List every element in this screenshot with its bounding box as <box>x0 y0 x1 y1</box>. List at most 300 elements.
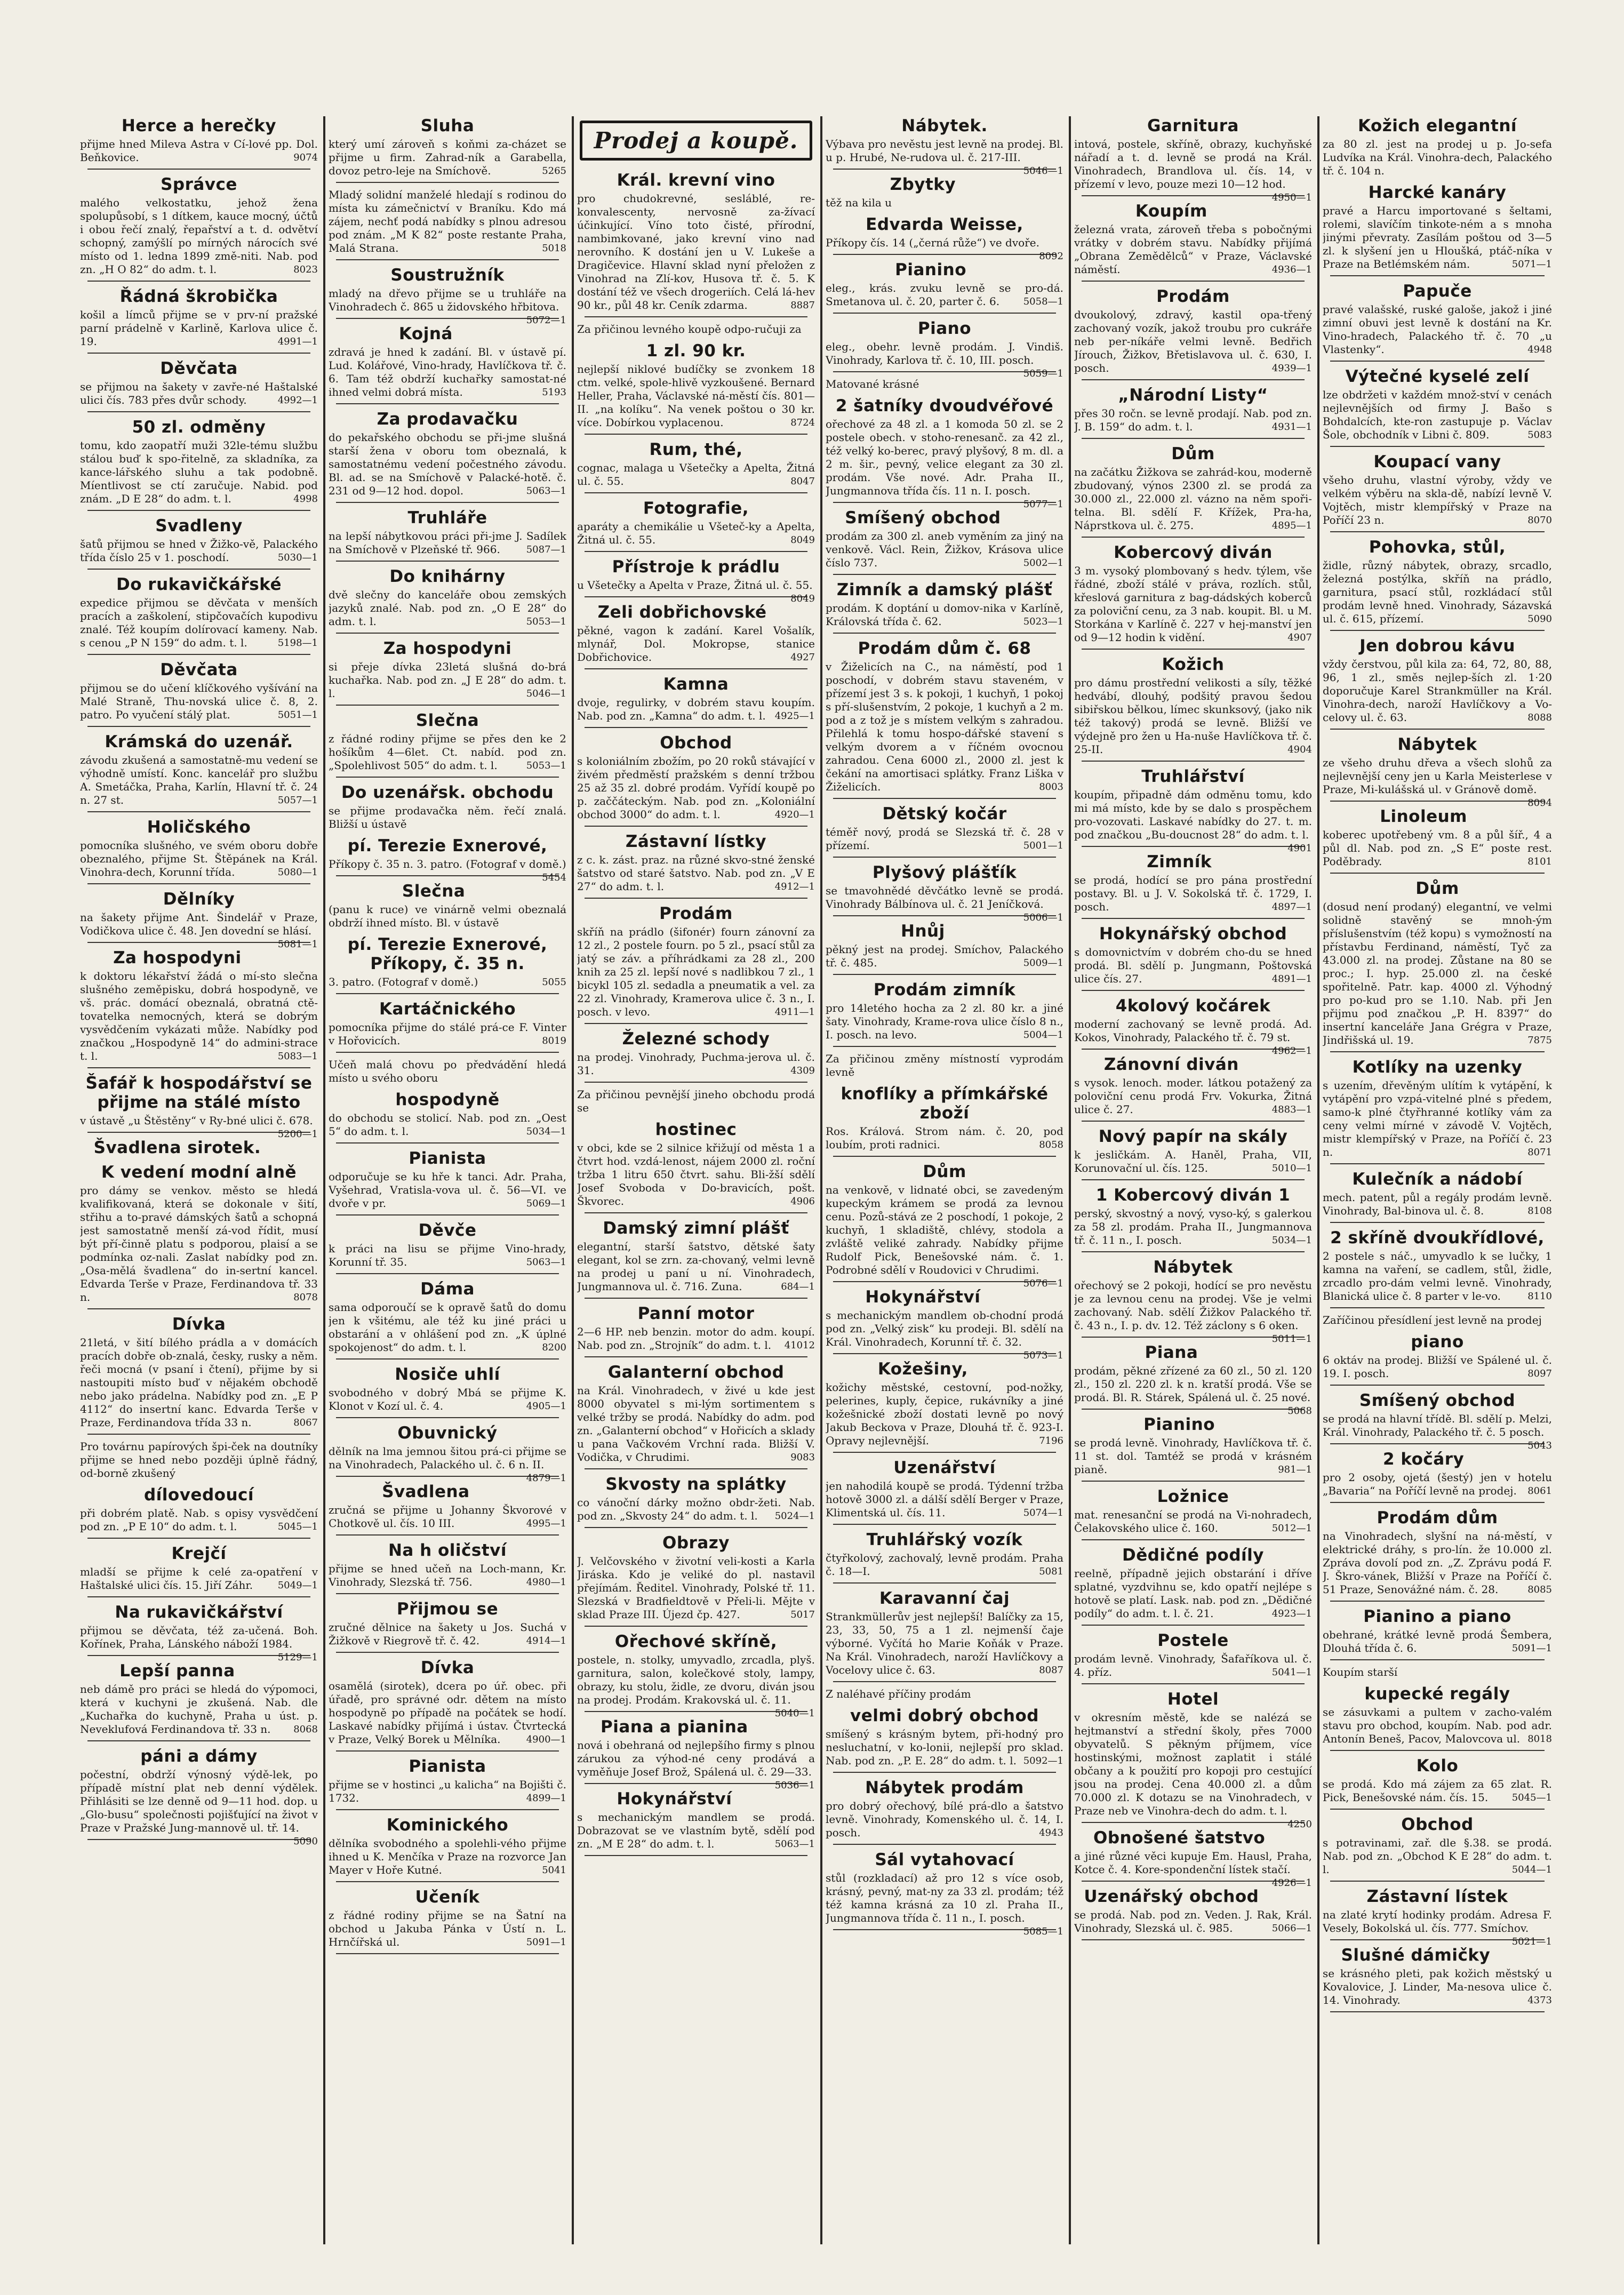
ad-heading: Slečna <box>415 711 479 730</box>
classified-ad <box>577 1304 815 1357</box>
ad-body <box>80 138 318 164</box>
ad-text: závodu zkušená a samostatně-mu vedení se výhodně umístí. Konc. kancelář pro službu A. Smetáčka, Praha, Karlín, Hlavní tř. č. 24 n. 27 st. <box>80 754 318 806</box>
ad-body <box>826 884 1063 923</box>
classified-ad <box>577 171 815 317</box>
classified-ad <box>577 1088 815 1115</box>
ad-text: u Všetečky a Apelta v Praze, Žitná ul. č. 55. <box>577 579 813 591</box>
ad-text: nejlepší niklové budíčky se zvonkem 18 ctm. velké, spole-hlivě vyzkoušené. Bernard Heller, Praha, Václavské ná-městí čís. 801—II. „na kolíku“. Na venek poštou o 30 kr. více. Dobírkou vyplacenou. <box>577 363 815 429</box>
ad-text: obehrané, krátké levně prodá Šembera, Dlouhá třída č. 6. <box>1323 1628 1552 1654</box>
ad-text: Příkopy č. 35 n. 3. patro. (Fotograf v domě.) <box>329 858 566 870</box>
classified-ad <box>577 1632 815 1719</box>
ad-text: pomocníka slušného, ve svém oboru dobře obeznalého, přijme St. Štěpánek na Král. Vinohra-dech, Korunní třída. <box>80 839 318 878</box>
ad-code: 5085—1 <box>1023 1926 1063 1937</box>
ad-code: 8097 <box>1527 1368 1552 1379</box>
ad-heading: Prodám zimník <box>873 980 1016 999</box>
ad-heading: Zimník a damský plášť <box>836 580 1053 599</box>
ad-text: se přijmou na šakety v zavře-né Haštalské ulici čís. 783 přes dvůr schody. <box>80 380 318 406</box>
ad-body <box>1323 1778 1552 1804</box>
ad-body <box>577 1811 815 1851</box>
ad-text: malého velkostatku, jehož žena spolupůsobí, s 1 dítkem, kauce mocný, účtů i obou řečí znalý, řepařství a t. d. odvětví schopný, zamýšlí po mírných nárocích své místo od 1. ledna 1899 změ-niti. Nab. pod zn. „H O 82“ do adm. t. l. <box>80 196 318 276</box>
ad-code: 5041 <box>542 1865 566 1876</box>
classified-ad <box>329 1149 566 1216</box>
ad-heading: Zeli dobřichovské <box>597 603 767 622</box>
classified-ad <box>1074 655 1312 762</box>
ad-heading: Smíšený obchod <box>1359 1391 1516 1410</box>
classified-ad <box>1074 1690 1312 1830</box>
ad-body <box>826 943 1063 970</box>
ad-text: nová i obehraná od nejlepšího firmy s plnou zárukou za výhod-né ceny prodává a vyměňuje Josef Brož, Spálená ul. č. 29—33. <box>577 1739 815 1778</box>
ad-text: dělníka svobodného a spolehli-vého přijme ihned u K. Menčíka v Praze na rozvorce Jan Mayer v Hoře Kutné. <box>329 1837 566 1876</box>
ad-code: 5004—1 <box>1023 1029 1063 1041</box>
ad-body <box>826 236 1063 262</box>
ad-heading: Uzenářský obchod <box>1084 1887 1259 1906</box>
ad-code: 5068 <box>1287 1405 1312 1417</box>
ad-heading: Kartáčnického <box>379 999 516 1019</box>
classified-ad <box>80 1544 318 1597</box>
ad-heading: pí. Terezie Exnerové, <box>347 836 548 855</box>
ad-body <box>1074 407 1312 434</box>
ad-text: přijme se hned učeň na Loch-mann, Kr. Vinohrady, Slezská tř. 756. <box>329 1562 566 1588</box>
ad-body <box>826 660 1063 794</box>
ad-code: 4883—1 <box>1271 1104 1312 1115</box>
classified-ad <box>80 1485 318 1539</box>
ad-heading: Piano <box>917 319 972 338</box>
ad-text: 21letá, v šití bílého prádla a v domácích pracích dobře ob-znalá, česky, rusky a něm. řeči mocná (v psaní i čtení), přijme by si nastoupiti místo buď v nějakém obchodě nebo jako prádelna. Nabídky pod zn. „E P 4112“ do insertní kanc. Edvarda Terše v Praze, Ferdinandova třída 33 n. <box>80 1336 318 1429</box>
classified-ad <box>577 1029 815 1083</box>
ad-code: 4899—1 <box>526 1793 566 1804</box>
ad-heading: Piana <box>1145 1343 1198 1362</box>
classified-ad <box>329 1090 566 1143</box>
ad-heading: Harcké kanáry <box>1368 183 1507 202</box>
ad-body <box>329 1909 566 1949</box>
ad-text: do pekařského obchodu se při-jme slušná starší žena v oboru tom obeznalá, k samostatnému vedení počestného závodu. Bl. ad. se na Smíchově v Palacké-hotě. č. 231 od 9—12 hod. dopol. <box>329 431 566 497</box>
ad-text: Zaříčinou přesídlení jest levně na prodej <box>1323 1314 1542 1326</box>
ad-code: 41012 <box>784 1340 815 1351</box>
ad-body <box>577 1653 815 1719</box>
ad-separator <box>336 1273 559 1274</box>
ad-heading: Obchod <box>660 733 732 753</box>
classified-ad <box>1074 386 1312 439</box>
classified-ad <box>1074 1186 1312 1252</box>
ad-text: moderní zachovaný se levně prodá. Ad. Kokos, Vinohrady, Palackého tř. č. 79 st. <box>1074 1018 1312 1044</box>
classified-ad <box>1323 1666 1552 1679</box>
ad-code: 5055 <box>542 977 566 988</box>
ad-body <box>329 732 566 772</box>
ad-heading: Děvčata <box>160 359 238 378</box>
ad-separator <box>1330 1809 1545 1810</box>
classified-ad <box>826 1778 1063 1845</box>
classified-ad <box>329 882 566 930</box>
ad-code: 4927 <box>790 652 815 663</box>
ad-separator <box>1082 918 1305 919</box>
ad-text: na zlaté krytí hodinky prodám. Adresa F. Vesely, Bokolská ul. čís. 777. Smíchov. <box>1323 1908 1552 1934</box>
ad-text: z řádné rodiny přijme se přes den ke 2 hošíkům 4—6let. Ct. nabíd. pod zn. „Spolehlivost 505“ do adm. t. l. <box>329 732 566 772</box>
ad-body <box>577 1384 815 1464</box>
ad-code: 5090 <box>293 1836 318 1847</box>
ad-heading: Kožich <box>1162 655 1225 674</box>
ad-separator <box>336 1358 559 1360</box>
ad-separator <box>585 727 807 728</box>
ad-separator <box>87 1596 310 1597</box>
ad-heading: Postele <box>1157 1631 1229 1650</box>
ad-heading: Nábytek. <box>901 116 988 135</box>
classified-ad <box>80 575 318 655</box>
ad-code: 5002—1 <box>1023 557 1063 569</box>
ad-code: 7196 <box>1039 1435 1063 1446</box>
classified-ad <box>80 359 318 412</box>
ad-heading: Král. krevní vino <box>617 171 775 190</box>
ad-body <box>1074 466 1312 532</box>
ad-text: s mechanickým mandlem se prodá. Dobrazovat se ve vlastním bytě, sdělí pod zn. „M E 28“ do adm. t. l. <box>577 1811 815 1850</box>
ad-text: přijme hned Mileva Astra v Cí-lové pp. Dol. Beňkovice. <box>80 138 318 164</box>
ad-text: za 80 zl. jest na prodej u p. Jo-sefa Ludvíka na Král. Vinohra-dech, Palackého tř. č. 104 n. <box>1323 138 1552 177</box>
ad-heading: Lepší panna <box>119 1661 235 1681</box>
ad-separator <box>336 633 559 634</box>
ad-separator <box>585 1626 807 1627</box>
ad-text: počestní, obdrží výnosný výdě-lek, po případě místní plat neb denní výdělek. Přihlásiti se lze denně od 9—11 hod. dop. u „Glo-busu“ společnosti pojišťující na život v Praze v Pražské Jung-mannově ul. tř. 14. <box>80 1768 318 1834</box>
classified-ad <box>329 266 566 326</box>
ad-code: 5073—1 <box>1023 1350 1063 1361</box>
ad-text: mech. patent, půl a regály prodám levně. Vinohrady, Bal-binova ul. č. 8. <box>1323 1191 1552 1217</box>
ad-code: 5092—1 <box>1023 1755 1063 1766</box>
ad-body <box>329 1301 566 1354</box>
ad-code: 5059—1 <box>1023 368 1063 379</box>
ad-body <box>329 903 566 930</box>
ad-body <box>1074 1850 1312 1889</box>
ad-heading: 2 skříně dvoukřídlové, <box>1330 1228 1545 1248</box>
ad-heading: Sál vytahovací <box>875 1850 1014 1869</box>
classified-ad <box>329 836 566 883</box>
ad-text: odporučuje se ku hře k tanci. Adr. Praha, Vyšehrad, Vratisla-vova ul. č. 56—VI. ve dvoře v pr. <box>329 1170 566 1210</box>
classified-ad <box>577 1120 815 1213</box>
ad-heading: Kominického <box>386 1816 509 1835</box>
ad-text: do obchodu se stolicí. Nab. pod zn. „Oest 5“ do adm. t. l. <box>329 1111 566 1138</box>
ad-body <box>1323 1354 1552 1380</box>
ad-heading: Truhlářství <box>1141 767 1245 786</box>
ad-separator <box>87 411 310 412</box>
ad-code: 4911—1 <box>774 1006 815 1018</box>
ad-text: prodám, pěkné zřízené za 60 zl., 50 zl. 120 zl., 150 zl. 220 zl. k n. kratší prodá. Vše se prodá. Bl. R. Stárek, Spálená ul. č. 25 nové. <box>1074 1364 1312 1404</box>
ad-text: 3 m. vysoký plombovaný s hedv. týlem, vše řádné, zboží stálé v práva, rozlích. stůl, křeslová garnitura z bag-dádských koberců za poloviční cenu, za 3 nab. koupit. Bl. u M. Storkána v Karlíně č. 227 v hej-manství jen od 9—12 hodin k vidění. <box>1074 564 1312 644</box>
ad-text: pro 2 osoby, ojetá (šestý) jen v hotelu „Bavaria“ na Poříčí levně na prodej. <box>1323 1471 1552 1497</box>
ad-body <box>329 975 566 989</box>
ad-separator <box>336 1142 559 1143</box>
ad-body <box>1323 756 1552 809</box>
ad-heading: Karavanní čaj <box>879 1589 1010 1608</box>
ad-code: 4907 <box>1287 632 1312 643</box>
classified-ad <box>80 175 318 282</box>
ad-code: 4925—1 <box>774 710 815 722</box>
classified-ad <box>329 935 566 994</box>
classified-ad <box>329 1888 566 1954</box>
ad-text: zdravá je hned k zadání. Bl. v ústavě pí. Lud. Kolářové, Vino-hrady, Havlíčkova tř. č. 6. Tam též obdrží kuchařky samostat-né ihned velmi dobrá místa. <box>329 346 566 398</box>
ad-separator <box>585 492 807 493</box>
ad-heading: Prodám <box>1156 287 1230 306</box>
ad-body <box>80 439 318 506</box>
ad-separator <box>1082 1179 1305 1180</box>
ad-text: dvoje, regulirky, v dobrém stavu koupím. Nab. pod zn. „Kamna“ do adm. t. l. <box>577 696 815 722</box>
ad-code: 8085 <box>1527 1584 1552 1595</box>
ad-body <box>826 1552 1063 1578</box>
ad-code: 5009—1 <box>1023 957 1063 969</box>
column-rule <box>820 116 822 2244</box>
ad-text: ze všeho druhu dřeva a všech slohů za nejlevnější ceny jen u Karla Meisterlese v Praze, Mi-kulášská ul. v Gránově domě. <box>1323 756 1552 796</box>
ad-body <box>80 1624 318 1663</box>
ad-heading: Slušné dámičky <box>1341 1946 1491 1965</box>
ad-separator <box>833 857 1056 858</box>
classified-ad <box>826 1530 1063 1584</box>
ad-heading: Do knihárny <box>389 567 506 586</box>
ad-separator <box>1082 1683 1305 1684</box>
ad-body <box>1074 1567 1312 1620</box>
ad-heading: Pianino <box>895 260 966 279</box>
ad-text: 3. patro. (Fotograf v domě.) <box>329 975 478 988</box>
ad-text: téměř nový, prodá se Slezská tř. č. 28 v přízemí. <box>826 826 1063 852</box>
ad-code: 4900—1 <box>526 1734 566 1745</box>
ad-heading: Kožich elegantní <box>1357 116 1517 135</box>
ad-heading: Prodám <box>659 904 733 923</box>
ad-heading: Zbytky <box>890 175 956 194</box>
ad-code: 5045—1 <box>1511 1792 1552 1803</box>
ad-text: tomu, kdo zaopatří muži 32le-tému službu stálou buď k spo-řitelně, za skladníka, za kance-lářského sluhu a tak podobně. Míentlivost se ctí zaručuje. Nabid. pod znám. „D E 28“ do adm. t. l. <box>80 439 318 505</box>
ad-code: 8724 <box>790 417 815 428</box>
ad-code: 9083 <box>790 1452 815 1463</box>
ad-separator <box>1082 379 1305 380</box>
ad-body <box>577 1240 815 1293</box>
ad-separator <box>1082 1939 1305 1940</box>
ad-text: Za přičinou změny místností vyprodám levně <box>826 1052 1063 1078</box>
ad-code: 5058—1 <box>1023 296 1063 307</box>
classified-ad <box>80 1163 318 1309</box>
ad-code: 8058 <box>1039 1139 1063 1150</box>
ad-text: přijmou se děvčata, též za-učená. Boh. Kořínek, Praha, Lánského náboží 1984. <box>80 1624 318 1650</box>
ad-code: 4936—1 <box>1271 264 1312 275</box>
ad-code: 4373 <box>1527 1995 1552 2006</box>
ad-code: 5006—1 <box>1023 912 1063 923</box>
ad-body <box>1074 1364 1312 1417</box>
classified-ad <box>80 1074 318 1140</box>
ad-body <box>826 826 1063 852</box>
ad-body <box>826 196 1063 210</box>
ad-text: na Vinohradech, slyšní na ná-městí, v elektrické dráhy, s pro-lín. že 10.000 zl. Zpráva dovolí pod zn. „Z. Zprávu podá F. J. Škro-vánek, Bližší v Praze na Poříčí č. 51 Praze, Senovážné nám. č. 28. <box>1323 1530 1552 1596</box>
classified-ad <box>826 1706 1063 1773</box>
ad-heading: 50 zl. odměny <box>132 418 266 437</box>
ad-separator <box>87 510 310 511</box>
ad-body <box>329 1837 566 1877</box>
ad-separator <box>833 633 1056 634</box>
ad-separator <box>585 898 807 899</box>
ad-code: 4250 <box>1287 1819 1312 1830</box>
ad-heading: Koupací vany <box>1373 452 1501 471</box>
ad-code: 5044—1 <box>1511 1864 1552 1875</box>
classified-ad <box>1323 1684 1552 1751</box>
ad-code: 4943 <box>1039 1827 1063 1838</box>
ad-text: stůl (rozkladací) až pro 12 s více osob, krásný, pevný, mat-ny za 33 zl. prodám; též též kamna krásná za 10 zl. Praha II., Jungmannova třída č. 11 n., I. posch. <box>826 1872 1063 1924</box>
ad-separator <box>87 1434 310 1435</box>
ad-body <box>80 754 318 807</box>
ad-code: 4904 <box>1287 744 1312 755</box>
ad-code: 4906 <box>790 1196 815 1207</box>
ad-heading: Za hospodyni <box>113 948 242 967</box>
classified-ad <box>1323 735 1552 809</box>
ad-separator <box>833 1156 1056 1157</box>
ad-body <box>826 602 1063 628</box>
ad-code: 8003 <box>1039 781 1063 793</box>
ad-heading: Kožešiny, <box>877 1360 968 1379</box>
ad-separator <box>585 1212 807 1213</box>
ad-code: 5023—1 <box>1023 616 1063 627</box>
ad-heading: Do uzenářsk. obchodu <box>341 783 554 802</box>
ad-body <box>329 1680 566 1746</box>
ad-body <box>1074 1148 1312 1175</box>
ad-text: osamělá (sirotek), dcera po úř. obec. při úřadě, pro správné odr. dětem na místo hospodyně po případě na počátek se hodí. Laskavé nabídky přijímá i ústav. Čtvrtecká v Praze, Velký Borek u Mělníka. <box>329 1680 566 1746</box>
classified-ad <box>1323 1508 1552 1602</box>
ad-body <box>1074 1018 1312 1057</box>
ad-text: se prodá na hlavní třídě. Bl. sdělí p. Melzi, Král. Vinohrady, Palackého tř. č. 5 posch. <box>1323 1412 1552 1438</box>
classified-ad <box>577 603 815 669</box>
ad-separator <box>1330 630 1545 631</box>
ad-heading: Nábytek prodám <box>865 1778 1024 1797</box>
classified-ad <box>329 1221 566 1274</box>
ad-heading: Kolo <box>1416 1756 1459 1776</box>
ad-separator <box>1082 1822 1305 1823</box>
classified-ad <box>826 319 1063 379</box>
ad-code: 5091—1 <box>1511 1643 1552 1654</box>
ad-separator <box>1082 761 1305 762</box>
ad-code: 8110 <box>1527 1291 1552 1302</box>
ad-body <box>1323 1967 1552 2007</box>
ad-code: 5046—1 <box>1023 165 1063 177</box>
ad-body <box>1323 559 1552 626</box>
column-2 <box>329 116 566 2244</box>
ad-text: židle, různý nábytek, obrazy, srcadlo, železná postýlka, skříň na prádlo, garnitura, psací stůl, rozkládací stůl prodám levně hned. Vinohrady, Sázavská ul. č. 615, přízemí. <box>1323 559 1552 625</box>
ad-heading: Na rukavičkářství <box>115 1603 283 1622</box>
ad-body <box>577 1141 815 1208</box>
ad-body <box>329 1058 566 1085</box>
ad-code: 4995—1 <box>526 1518 566 1529</box>
ad-text: co vánoční dárky možno obdr-žeti. Nab. pod zn. „Skvosty 24“ do adm. t. l. <box>577 1496 815 1522</box>
ad-body <box>329 188 566 255</box>
classified-ad <box>329 1757 566 1810</box>
ad-code: 5077—1 <box>1023 499 1063 510</box>
ad-body <box>577 323 815 336</box>
ad-code: 5018 <box>542 243 566 254</box>
ad-text: na venkově, v lidnaté obci, se zavedeným kupeckým krámem se prodá za levnou cenu. Pozů-stává ze 2 poschodí, 1 pokoje, 2 kuchyň, 1 skladiště, chlévy, stodola a zvláště veliké zahrady. Nabídky přijme Rudolf Pick, Benešovské nám. č. 1. Podrobné sdělí v Roudovici v Chrudimi. <box>826 1184 1063 1276</box>
ad-separator <box>585 1356 807 1357</box>
ad-body <box>80 1768 318 1847</box>
newspaper-page <box>80 116 1552 2244</box>
ad-code: 8092 <box>1039 251 1063 262</box>
ad-separator <box>87 1308 310 1309</box>
ad-heading: K vedení modní alně <box>101 1163 297 1182</box>
ad-body <box>80 1507 318 1533</box>
ad-code: 5010—1 <box>1271 1163 1312 1174</box>
classified-ad <box>1074 1127 1312 1180</box>
ad-separator <box>87 169 310 170</box>
classified-ad <box>577 341 815 435</box>
ad-separator <box>336 777 559 778</box>
classified-ad <box>1074 852 1312 919</box>
classified-ad <box>329 508 566 562</box>
ad-body <box>80 1184 318 1304</box>
classified-ad <box>577 832 815 899</box>
ad-heading: knoflíky a přímkářské zboží <box>841 1084 1049 1123</box>
ad-heading: Hokynářství <box>865 1288 981 1307</box>
ad-body <box>1323 1471 1552 1498</box>
ad-separator <box>336 182 559 183</box>
ad-code: 5030—1 <box>277 552 318 563</box>
ad-code: 5198—1 <box>277 637 318 649</box>
ad-heading: Krámská do uzenář. <box>105 732 293 751</box>
ad-code: 5193 <box>542 387 566 398</box>
ad-heading: 2 kočáry <box>1382 1450 1465 1469</box>
ad-separator <box>833 1681 1056 1682</box>
ad-code: 4980—1 <box>526 1577 566 1588</box>
ad-heading: hospodyně <box>395 1090 500 1109</box>
ad-heading: Svadleny <box>155 516 243 535</box>
ad-text: v okresním městě, kde se nalézá se hejtmanství a střední školy, přes 7000 obyvatelů. S pěkným příjmem, více hostinskými, možnost zaplatit i stálé občany a k použití pro kopoji pro cestující jsou na prodej. Cena 40.000 zl. a dům 70.000 zl. K dotazu se na Vinohradech, v Praze neb ve Vinohra-dech do adm. t. l. <box>1074 1711 1312 1817</box>
ad-text: dělník na lma jemnou šitou prá-ci přijme se na Vinohradech, Palackého ul. č. 6 n. II. <box>329 1445 566 1471</box>
ad-heading: Učeník <box>415 1888 480 1907</box>
ad-code: 5091—1 <box>526 1937 566 1948</box>
ad-heading: Dům <box>1171 444 1215 463</box>
ad-heading: Obchod <box>1401 1815 1474 1834</box>
ad-text: Koupím starší <box>1323 1666 1398 1678</box>
ad-text: z c. k. zást. praz. na různé skvo-stné ženské šatstvo od staré šatstvo. Nab. pod zn. „V E 27“ do adm. t. l. <box>577 853 815 893</box>
ad-body <box>577 1739 815 1791</box>
ad-text: perský, skvostný a nový, vyso-ký, s galerkou za 58 zl. prodám. Praha II., Jungmannova tř. č. 11 n., I. posch. <box>1074 1207 1312 1246</box>
ad-code: 5072—1 <box>526 315 566 326</box>
classified-ad <box>80 660 318 727</box>
ad-body <box>1074 308 1312 375</box>
ad-separator <box>336 502 559 503</box>
ad-code: 5454 <box>542 872 566 883</box>
ad-body <box>1074 1207 1312 1247</box>
ad-text: pro dobrý ořechový, bílé prá-dlo a šatstvo levně. Vinohrady, Komenského ul. č. 14, I. posch. <box>826 1800 1063 1839</box>
ad-text: čtyřkolový, zachovalý, levně prodám. Praha č. 18—I. <box>826 1552 1063 1578</box>
classified-ad <box>80 516 318 570</box>
classified-ad <box>1323 1815 1552 1882</box>
classified-ad <box>329 1600 566 1653</box>
classified-ad <box>826 639 1063 799</box>
ad-text: reelně, případně jejich obstarání i dříve splatné, vyzdvihnu se, kdo opatří nejlépe s hotově se platí. Lask. nab. pod zn. „Dědičné podíly“ do adm. t. l. č. 21. <box>1074 1567 1312 1620</box>
ad-body <box>1323 1706 1552 1746</box>
ad-heading: Damský zimní plášť <box>603 1219 789 1238</box>
classified-ad <box>826 580 1063 634</box>
ad-text: Pro továrnu papírových špi-ček na doutníky přijme se hned nebo později úplně řádný, od-borně zkušený <box>80 1440 318 1480</box>
ad-text: prodám za 300 zl. aneb vyměním za jiný na venkově. Václ. Rein, Žižkov, Krásova ulice číslo 737. <box>826 530 1063 569</box>
ad-code: 5063—1 <box>526 1257 566 1268</box>
classified-ad <box>80 287 318 354</box>
ad-text: mladý na dřevo přijme se u truhláře na Vinohradech č. 865 u židovského hřbitova. <box>329 287 566 313</box>
ad-heading: Hokynářský obchod <box>1099 924 1287 943</box>
ad-text: Příkopy čís. 14 („černá růže“) ve dvoře. <box>826 236 1039 249</box>
ad-separator <box>585 1082 807 1083</box>
ad-text: se přijme prodavačka něm. řečí znalá. Bližší u ústavě <box>329 804 566 830</box>
ad-body <box>329 588 566 628</box>
ad-code: 8101 <box>1527 856 1552 867</box>
ad-heading: Rum, thé, <box>649 440 743 459</box>
ad-separator <box>1330 1163 1545 1164</box>
ad-heading: Truhláře <box>407 508 487 527</box>
ad-separator <box>87 569 310 570</box>
ad-separator <box>1330 1222 1545 1223</box>
ad-separator <box>1082 1539 1305 1540</box>
ad-body <box>577 579 815 604</box>
ad-heading: Výtečné kyselé zelí <box>1345 367 1530 386</box>
ad-text: kožichy městské, cestovní, pod-nožky, pelerines, kuply, čepice, rukávníky a jiné kožešnické zboží dostati levně po nový Jakub Beckova v Praze, Dlouhá tř. č. 923-I. Opravy nejlevnější. <box>826 1381 1063 1447</box>
ad-code: 8088 <box>1527 712 1552 723</box>
